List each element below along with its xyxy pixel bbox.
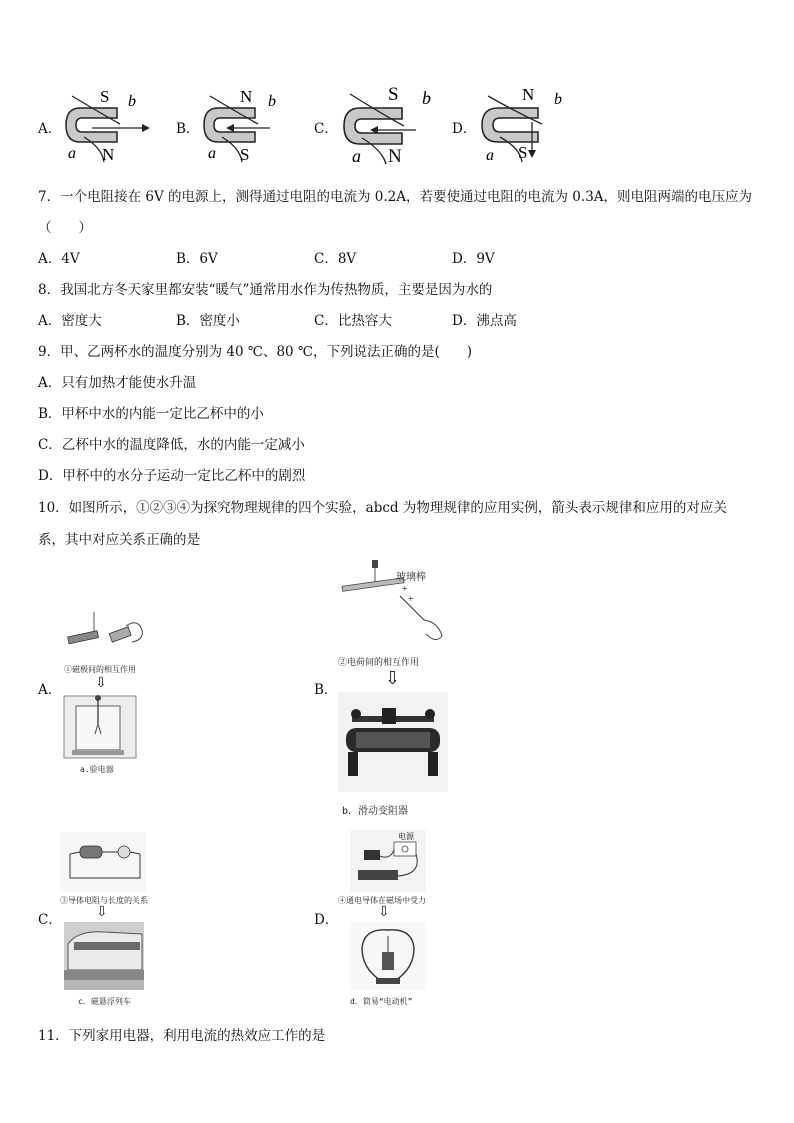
q6-c-pole-bottom: N: [388, 146, 402, 166]
q8-stem: 8．我国北方冬天家里都安装“暖气”通常用水作为传热物质，主要是因为水的: [38, 282, 493, 298]
q6-option-a-label: A．: [38, 121, 62, 137]
q6-option-b-label: B．: [176, 121, 200, 137]
q10-option-c-label: C．: [38, 912, 62, 928]
q6-d-point-b: b: [554, 91, 562, 108]
svg-text:+: +: [408, 594, 414, 605]
q10-d-simple-motor-figure: [350, 922, 426, 990]
q6-option-c-magnet-figure: [338, 80, 438, 166]
q10-option-b-label: B．: [314, 682, 338, 698]
q10-d-bottom-caption: d．简易“电动机”: [350, 997, 413, 1006]
q10-c-maglev-train-figure: [64, 922, 144, 990]
q7-option-a: A．4V: [38, 251, 80, 267]
q6-option-d-magnet-figure: [476, 82, 576, 164]
q6-d-pole-bottom: S: [518, 143, 528, 162]
q10-b-bottom-caption: b．滑动变阻器: [342, 806, 409, 817]
q10-option-a-label: A．: [38, 682, 62, 698]
q10-a-electroscope-figure: [62, 694, 138, 760]
q6-c-point-a: a: [352, 146, 361, 166]
q10-a-top-caption: ①磁极间的相互作用: [64, 665, 136, 674]
q7-option-b: B．6V: [176, 251, 218, 267]
q10-b-top-caption: ②电荷间的相互作用: [338, 658, 420, 668]
q10-stem-line1: 10．如图所示，①②③④为探究物理规律的四个实验，abcd 为物理规律的应用实例，箭头表示规律和应用的对应关: [38, 500, 727, 516]
q6-b-point-b: b: [268, 93, 276, 110]
q10-a-magnet-interaction-figure: [60, 610, 146, 662]
q9-option-b: B．甲杯中水的内能一定比乙杯中的小: [38, 406, 264, 422]
q9-option-d: D．甲杯中的水分子运动一定比乙杯中的剧烈: [38, 468, 306, 484]
svg-text:+: +: [402, 584, 408, 595]
q6-a-pole-top: S: [100, 87, 110, 106]
q6-a-pole-bottom: N: [102, 145, 115, 164]
q10-b-down-arrow-icon: ⇩: [385, 668, 401, 689]
q10-stem-line2: 系，其中对应关系正确的是: [38, 532, 200, 548]
q10-a-bottom-caption: a.验电器: [80, 765, 114, 774]
q10-c-down-arrow-icon: ⇩: [96, 904, 108, 920]
q8-option-d: D．沸点高: [452, 313, 517, 329]
q6-d-pole-top: N: [522, 85, 535, 104]
q10-a-down-arrow-icon: ⇩: [95, 675, 107, 691]
q6-c-pole-top: S: [388, 84, 399, 105]
q10-b-rod-label: 玻璃棒: [396, 572, 426, 583]
q10-d-down-arrow-icon: ⇩: [378, 904, 390, 920]
q10-d-power-label: 电源: [398, 832, 414, 841]
q10-d-conductor-in-field-figure: [350, 830, 426, 892]
q8-option-a: A．密度大: [38, 313, 102, 329]
q10-c-bottom-caption: c．磁悬浮列车: [78, 997, 131, 1006]
q6-a-point-a: a: [68, 145, 76, 162]
q9-stem: 9．甲、乙两杯水的温度分别为 40 ℃、80 ℃，下列说法正确的是( ): [38, 344, 473, 360]
q7-stem-line2: （ ）: [38, 220, 92, 236]
q7-option-c: C．8V: [314, 251, 357, 267]
q6-a-point-b: b: [128, 93, 136, 110]
q10-d-top-caption: ④通电导体在磁场中受力: [338, 896, 426, 905]
q6-b-point-a: a: [208, 145, 216, 162]
q6-option-b-magnet-figure: [200, 82, 290, 164]
q6-option-c-label: C．: [314, 121, 338, 137]
q10-c-top-caption: ③导体电阻与长度的关系: [60, 896, 148, 905]
q6-option-a-magnet-figure: [62, 82, 152, 164]
q10-option-d-label: D．: [314, 912, 339, 928]
q10-c-resistance-length-figure: [60, 832, 146, 892]
q10-b-rheostat-figure: [338, 692, 448, 792]
q6-c-point-b: b: [422, 88, 431, 108]
q10-b-glass-rod-figure: [338, 558, 448, 650]
q9-option-c: C．乙杯中水的温度降低，水的内能一定减小: [38, 437, 305, 453]
q8-option-b: B．密度小: [176, 313, 240, 329]
q11-stem: 11．下列家用电器，利用电流的热效应工作的是: [38, 1028, 326, 1044]
q9-option-a: A．只有加热才能使水升温: [38, 375, 197, 391]
q7-stem-line1: 7．一个电阻接在 6V 的电源上，测得通过电阻的电流为 0.2A，若要使通过电阻的电流为 0.3A，则电阻两端的电压应为: [38, 189, 753, 205]
q6-option-d-label: D．: [452, 121, 477, 137]
q7-option-d: D．9V: [452, 251, 495, 267]
q6-b-pole-bottom: S: [240, 145, 250, 164]
q8-option-c: C．比热容大: [314, 313, 392, 329]
q6-d-point-a: a: [486, 147, 494, 164]
q6-b-pole-top: N: [240, 87, 253, 106]
